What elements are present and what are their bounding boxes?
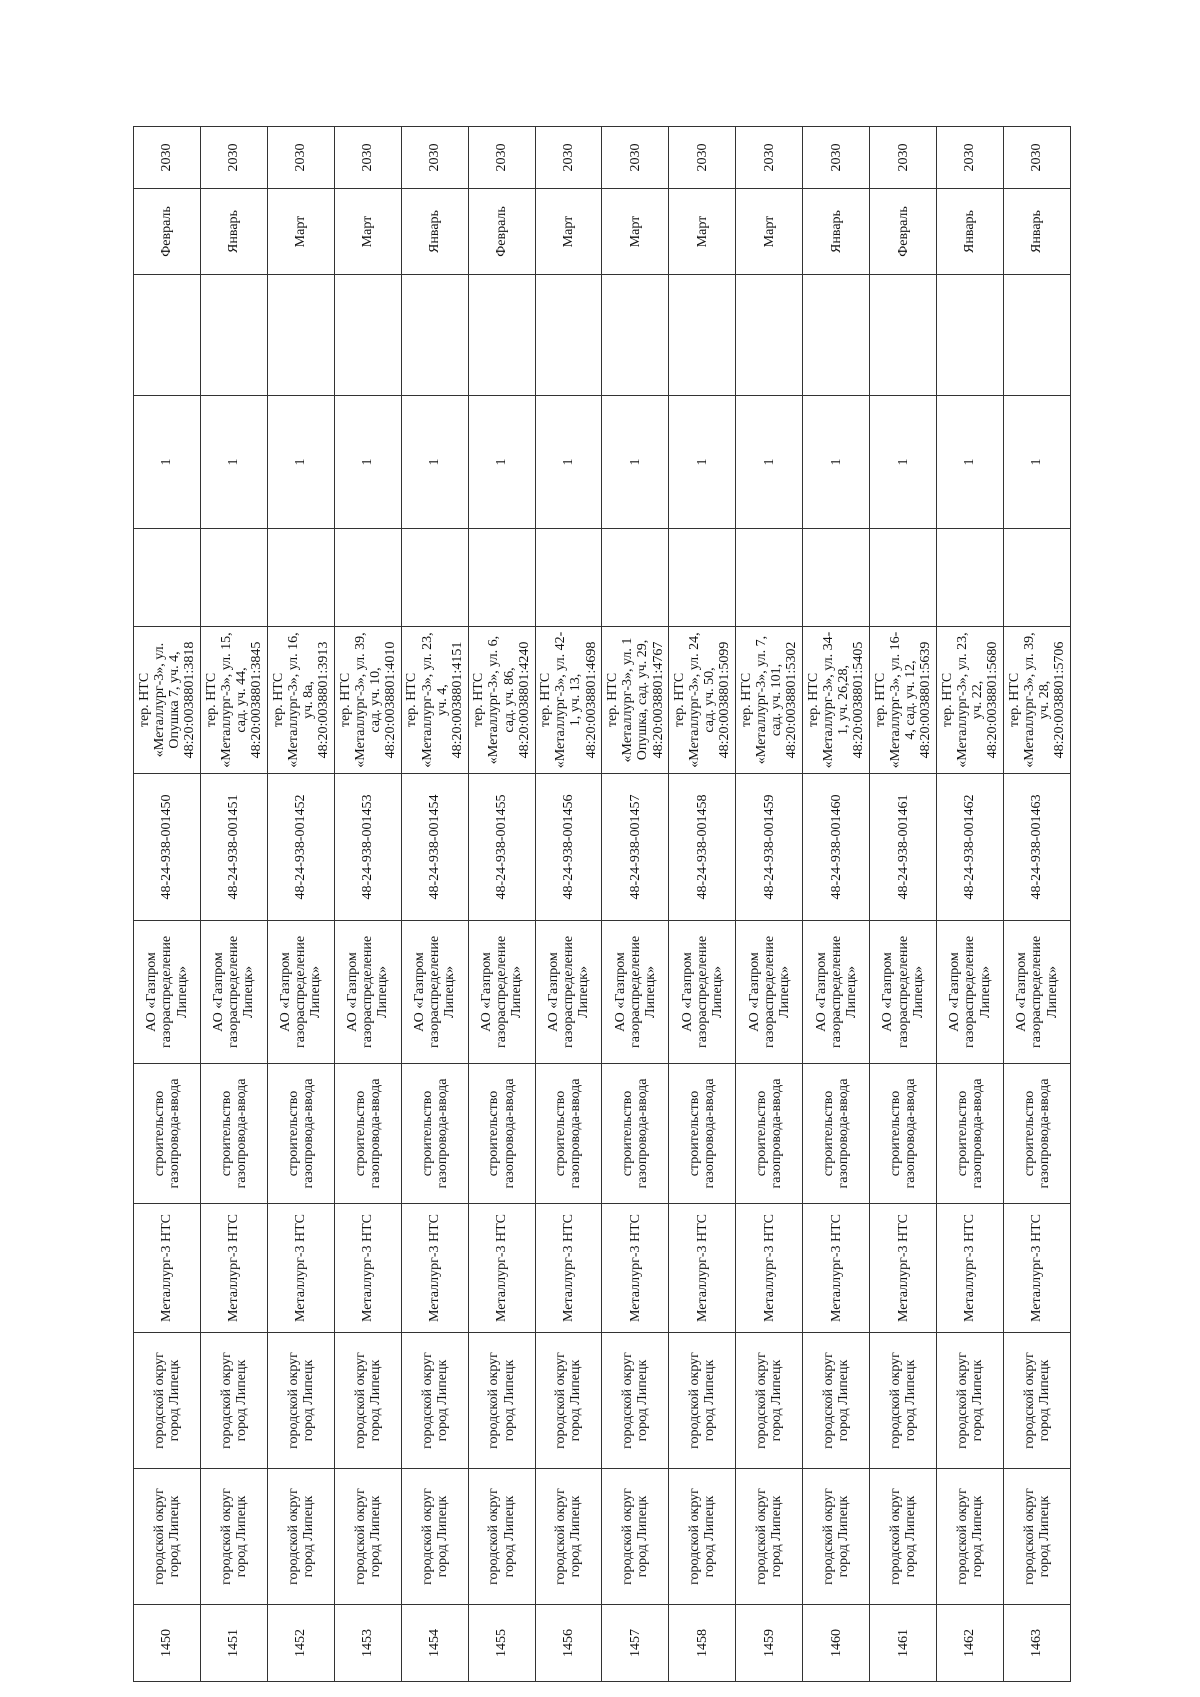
address-cell: тер. НТС «Металлург-3», ул. 39, сад. уч. 10, 48:20:0038801:4010 [334,627,401,774]
table-row [602,127,669,1682]
table-row [200,127,267,1682]
address-cell: тер. НТС «Металлург-3», ул. 42-1, уч. 13, 48:20:0038801:4698 [535,627,602,774]
empty-cell [669,275,736,396]
empty-cell [334,529,401,627]
address-cell: тер. НТС «Металлург-3», ул. 23, уч. 4, 48:20:0038801:4151 [401,627,468,774]
empty-cell [401,275,468,396]
settlement-cell: городской округ город Липецк [1003,1333,1070,1469]
table-row [870,127,937,1682]
object-code-cell: 48-24-938-001462 [937,774,1004,921]
month-cell: Март [334,189,401,275]
empty-cell [401,529,468,627]
row-number: 1463 [1003,1605,1070,1682]
work-type-cell: строительство газопровода-ввода [200,1064,267,1204]
year-cell: 2030 [1003,127,1070,189]
address-cell: тер. НТС «Металлург-3», ул. 7, сад. уч. 101, 48:20:0038801:5302 [736,627,803,774]
rotated-table-wrapper [133,127,1071,1682]
empty-cell [803,529,870,627]
quantity-cell: 1 [870,396,937,529]
empty-cell [602,275,669,396]
work-type-cell: строительство газопровода-ввода [669,1064,736,1204]
empty-cell [937,529,1004,627]
quantity-cell: 1 [267,396,334,529]
row-number: 1453 [334,1605,401,1682]
organization-cell: АО «Газпром газораспределение Липецк» [870,921,937,1064]
month-cell: Март [267,189,334,275]
month-cell: Март [535,189,602,275]
month-cell: Февраль [870,189,937,275]
empty-cell [535,275,602,396]
empty-cell [870,529,937,627]
work-type-cell: строительство газопровода-ввода [401,1064,468,1204]
row-number: 1458 [669,1605,736,1682]
empty-cell [736,529,803,627]
settlement-cell: городской округ город Липецк [267,1333,334,1469]
empty-cell [669,529,736,627]
locality-cell: Металлург-3 НТС [870,1204,937,1333]
table-row [1003,127,1070,1682]
row-number: 1457 [602,1605,669,1682]
row-number: 1459 [736,1605,803,1682]
locality-cell: Металлург-3 НТС [1003,1204,1070,1333]
object-code-cell: 48-24-938-001454 [401,774,468,921]
work-type-cell: строительство газопровода-ввода [1003,1064,1070,1204]
empty-cell [468,529,535,627]
district-cell: городской округ город Липецк [870,1469,937,1605]
settlement-cell: городской округ город Липецк [870,1333,937,1469]
table-row [267,127,334,1682]
locality-cell: Металлург-3 НТС [200,1204,267,1333]
work-type-cell: строительство газопровода-ввода [334,1064,401,1204]
empty-cell [602,529,669,627]
year-cell: 2030 [334,127,401,189]
object-code-cell: 48-24-938-001455 [468,774,535,921]
address-cell: тер. НТС «Металлург-3», ул. 16-4, сад. уч. 12, 48:20:0038801:5639 [870,627,937,774]
organization-cell: АО «Газпром газораспределение Липецк» [468,921,535,1064]
month-cell: Январь [401,189,468,275]
gas-connection-table [133,126,1071,1682]
month-cell: Январь [1003,189,1070,275]
quantity-cell: 1 [200,396,267,529]
object-code-cell: 48-24-938-001451 [200,774,267,921]
row-number: 1462 [937,1605,1004,1682]
empty-cell [937,275,1004,396]
object-code-cell: 48-24-938-001461 [870,774,937,921]
year-cell: 2030 [267,127,334,189]
work-type-cell: строительство газопровода-ввода [535,1064,602,1204]
table-row [937,127,1004,1682]
empty-cell [334,275,401,396]
district-cell: городской округ город Липецк [134,1469,201,1605]
work-type-cell: строительство газопровода-ввода [267,1064,334,1204]
settlement-cell: городской округ город Липецк [669,1333,736,1469]
work-type-cell: строительство газопровода-ввода [803,1064,870,1204]
quantity-cell: 1 [669,396,736,529]
settlement-cell: городской округ город Липецк [535,1333,602,1469]
object-code-cell: 48-24-938-001459 [736,774,803,921]
district-cell: городской округ город Липецк [535,1469,602,1605]
month-cell: Январь [200,189,267,275]
address-cell: тер. НТС «Металлург-3», ул. 16, уч. 8а, 48:20:0038801:3913 [267,627,334,774]
address-cell: тер. НТС «Металлург-3», ул. 6, сад. уч. 86, 48:20:0038801:4240 [468,627,535,774]
settlement-cell: городской округ город Липецк [602,1333,669,1469]
month-cell: Январь [803,189,870,275]
settlement-cell: городской округ город Липецк [200,1333,267,1469]
work-type-cell: строительство газопровода-ввода [870,1064,937,1204]
quantity-cell: 1 [134,396,201,529]
year-cell: 2030 [401,127,468,189]
empty-cell [468,275,535,396]
settlement-cell: городской округ город Липецк [134,1333,201,1469]
table-row [535,127,602,1682]
empty-cell [1003,275,1070,396]
district-cell: городской округ город Липецк [669,1469,736,1605]
year-cell: 2030 [803,127,870,189]
year-cell: 2030 [468,127,535,189]
locality-cell: Металлург-3 НТС [602,1204,669,1333]
object-code-cell: 48-24-938-001463 [1003,774,1070,921]
row-number: 1452 [267,1605,334,1682]
year-cell: 2030 [602,127,669,189]
quantity-cell: 1 [468,396,535,529]
object-code-cell: 48-24-938-001452 [267,774,334,921]
organization-cell: АО «Газпром газораспределение Липецк» [1003,921,1070,1064]
empty-cell [134,529,201,627]
organization-cell: АО «Газпром газораспределение Липецк» [535,921,602,1064]
table-row [401,127,468,1682]
quantity-cell: 1 [401,396,468,529]
organization-cell: АО «Газпром газораспределение Липецк» [937,921,1004,1064]
district-cell: городской округ город Липецк [602,1469,669,1605]
object-code-cell: 48-24-938-001456 [535,774,602,921]
empty-cell [736,275,803,396]
work-type-cell: строительство газопровода-ввода [602,1064,669,1204]
table-row [134,127,201,1682]
month-cell: Февраль [134,189,201,275]
table-body [134,127,1071,1682]
year-cell: 2030 [200,127,267,189]
object-code-cell: 48-24-938-001460 [803,774,870,921]
quantity-cell: 1 [937,396,1004,529]
settlement-cell: городской округ город Липецк [803,1333,870,1469]
empty-cell [200,275,267,396]
settlement-cell: городской округ город Липецк [334,1333,401,1469]
object-code-cell: 48-24-938-001457 [602,774,669,921]
year-cell: 2030 [134,127,201,189]
object-code-cell: 48-24-938-001458 [669,774,736,921]
year-cell: 2030 [870,127,937,189]
quantity-cell: 1 [535,396,602,529]
quantity-cell: 1 [1003,396,1070,529]
quantity-cell: 1 [803,396,870,529]
object-code-cell: 48-24-938-001453 [334,774,401,921]
address-cell: тер. НТС «Металлург-3», ул. 34-1, уч. 26,28, 48:20:0038801:5405 [803,627,870,774]
organization-cell: АО «Газпром газораспределение Липецк» [401,921,468,1064]
organization-cell: АО «Газпром газораспределение Липецк» [334,921,401,1064]
district-cell: городской округ город Липецк [200,1469,267,1605]
locality-cell: Металлург-3 НТС [401,1204,468,1333]
settlement-cell: городской округ город Липецк [401,1333,468,1469]
organization-cell: АО «Газпром газораспределение Липецк» [669,921,736,1064]
quantity-cell: 1 [334,396,401,529]
settlement-cell: городской округ город Липецк [937,1333,1004,1469]
row-number: 1454 [401,1605,468,1682]
row-number: 1461 [870,1605,937,1682]
year-cell: 2030 [669,127,736,189]
table-row [669,127,736,1682]
quantity-cell: 1 [602,396,669,529]
district-cell: городской округ город Липецк [803,1469,870,1605]
empty-cell [134,275,201,396]
year-cell: 2030 [736,127,803,189]
work-type-cell: строительство газопровода-ввода [468,1064,535,1204]
work-type-cell: строительство газопровода-ввода [736,1064,803,1204]
table-row [736,127,803,1682]
row-number: 1450 [134,1605,201,1682]
row-number: 1456 [535,1605,602,1682]
address-cell: тер. НТС «Металлург-3», ул. 24, сад. уч. 50, 48:20:0038801:5099 [669,627,736,774]
month-cell: Март [736,189,803,275]
empty-cell [267,529,334,627]
address-cell: тер. НТС «Металлург-3», ул. Опушка 7, уч. 4, 48:20:0038801:3818 [134,627,201,774]
table-row [803,127,870,1682]
locality-cell: Металлург-3 НТС [134,1204,201,1333]
month-cell: Январь [937,189,1004,275]
district-cell: городской округ город Липецк [334,1469,401,1605]
quantity-cell: 1 [736,396,803,529]
locality-cell: Металлург-3 НТС [334,1204,401,1333]
organization-cell: АО «Газпром газораспределение Липецк» [200,921,267,1064]
locality-cell: Металлург-3 НТС [669,1204,736,1333]
locality-cell: Металлург-3 НТС [937,1204,1004,1333]
district-cell: городской округ город Липецк [736,1469,803,1605]
locality-cell: Металлург-3 НТС [468,1204,535,1333]
address-cell: тер. НТС «Металлург-3», ул. 39, уч. 28, 48:20:0038801:5706 [1003,627,1070,774]
address-cell: тер. НТС «Металлург-3», ул. 23, уч. 22, 48:20:0038801:5680 [937,627,1004,774]
empty-cell [267,275,334,396]
empty-cell [200,529,267,627]
work-type-cell: строительство газопровода-ввода [134,1064,201,1204]
address-cell: тер. НТС «Металлург-3», ул. 15, сад. уч. 44, 48:20:0038801:3845 [200,627,267,774]
district-cell: городской округ город Липецк [401,1469,468,1605]
empty-cell [1003,529,1070,627]
district-cell: городской округ город Липецк [267,1469,334,1605]
month-cell: Март [602,189,669,275]
row-number: 1451 [200,1605,267,1682]
settlement-cell: городской округ город Липецк [468,1333,535,1469]
empty-cell [803,275,870,396]
object-code-cell: 48-24-938-001450 [134,774,201,921]
work-type-cell: строительство газопровода-ввода [937,1064,1004,1204]
district-cell: городской округ город Липецк [468,1469,535,1605]
empty-cell [535,529,602,627]
year-cell: 2030 [937,127,1004,189]
locality-cell: Металлург-3 НТС [736,1204,803,1333]
row-number: 1455 [468,1605,535,1682]
month-cell: Март [669,189,736,275]
locality-cell: Металлург-3 НТС [803,1204,870,1333]
address-cell: тер. НТС «Металлург-3», ул. 1 Опушка, сад. уч. 29, 48:20:0038801:4767 [602,627,669,774]
month-cell: Февраль [468,189,535,275]
empty-cell [870,275,937,396]
locality-cell: Металлург-3 НТС [267,1204,334,1333]
district-cell: городской округ город Липецк [937,1469,1004,1605]
locality-cell: Металлург-3 НТС [535,1204,602,1333]
organization-cell: АО «Газпром газораспределение Липецк» [267,921,334,1064]
district-cell: городской округ город Липецк [1003,1469,1070,1605]
table-row [334,127,401,1682]
settlement-cell: городской округ город Липецк [736,1333,803,1469]
year-cell: 2030 [535,127,602,189]
organization-cell: АО «Газпром газораспределение Липецк» [736,921,803,1064]
table-row [468,127,535,1682]
organization-cell: АО «Газпром газораспределение Липецк» [803,921,870,1064]
row-number: 1460 [803,1605,870,1682]
organization-cell: АО «Газпром газораспределение Липецк» [134,921,201,1064]
organization-cell: АО «Газпром газораспределение Липецк» [602,921,669,1064]
